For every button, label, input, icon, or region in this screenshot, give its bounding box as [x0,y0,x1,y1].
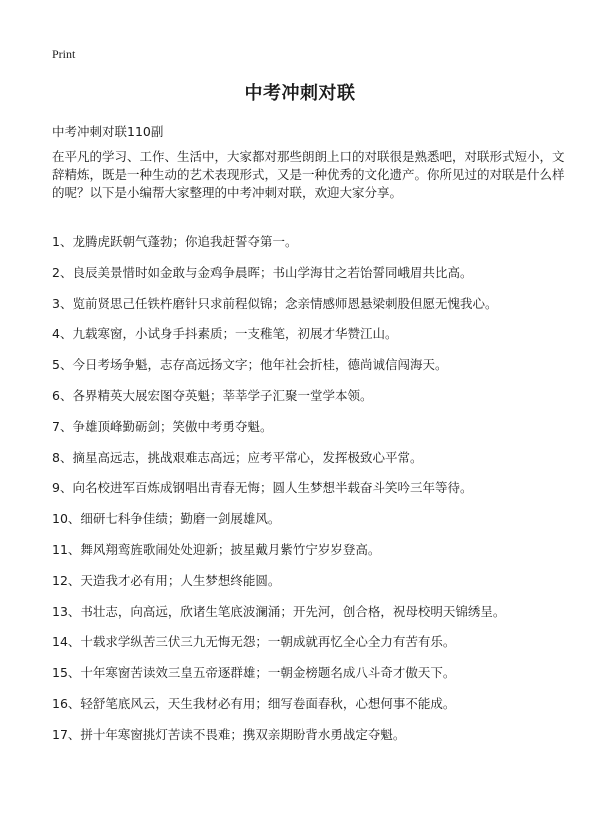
couplet-item: 7、争雄顶峰勤砺剑；笑傲中考勇夺魁。 [52,418,273,434]
couplet-item: 13、书壮志，向高远，欣诸生笔底波澜涌；开先河，创合格，祝母校明天锦绣呈。 [52,603,506,619]
couplet-item: 15、十年寒窗苦读效三皇五帝逐群雄；一朝金榜题名成八斗奇才傲天下。 [52,665,456,681]
document-subtitle: 中考冲刺对联110副 [52,124,164,139]
couplet-item: 2、良辰美景惜时如金敢与金鸡争晨晖；书山学海甘之若饴誓同峨眉共比高。 [52,264,473,280]
couplet-item: 8、摘星高远志，挑战艰难志高远；应考平常心，发挥极致心平常。 [52,449,423,465]
couplet-item: 3、览前贤思己任铁杵磨针只求前程似锦；念亲情感师恩悬梁刺股但愿无愧我心。 [52,295,498,311]
print-link[interactable]: Print [52,47,76,61]
couplet-item: 6、各界精英大展宏图夺英魁；莘莘学子汇聚一堂学本领。 [52,387,373,403]
couplet-item: 9、向名校进军百炼成钢唱出青春无悔；圆人生梦想半载奋斗笑吟三年等待。 [52,480,473,496]
couplet-item: 16、轻舒笔底风云，天生我材必有用；细写卷面春秋，心想何事不能成。 [52,695,456,711]
couplet-item: 12、天造我才必有用；人生梦想终能圆。 [52,572,281,588]
couplet-item: 14、十载求学纵苦三伏三九无悔无怨；一朝成就再忆全心全力有苦有乐。 [52,634,456,650]
couplet-item: 10、细研七科争佳绩；勤磨一剑展雄风。 [52,511,281,527]
couplet-item: 17、拼十年寒窗挑灯苦读不畏难；携双亲期盼背水勇战定夺魁。 [52,726,406,742]
couplet-item: 11、舞风翔鸾旌歌闹处处迎新；披星戴月紫竹宁岁岁登高。 [52,541,381,557]
couplet-list [52,233,582,757]
page-title: 中考冲刺对联 [244,83,356,104]
couplet-item: 4、九载寒窗，小试身手抖素质；一支稚笔，初展才华赞江山。 [52,326,398,342]
intro-paragraph: 在平凡的学习、工作、生活中，大家都对那些朗朗上口的对联很是熟悉吧，对联形式短小，文辞精炼，既是一种生动的艺术表现形式，又是一种优秀的文化遗产。你所见过的对联是什么样的呢？以下是小编帮大家整理的中考冲刺对联，欢迎大家分享。 [52,149,565,200]
couplet-item: 1、龙腾虎跃朝气蓬勃；你追我赶誓夺第一。 [52,234,298,249]
couplet-item: 5、今日考场争魁，志存高远扬文字；他年社会折桂，德尚诚信闯海天。 [52,357,448,373]
